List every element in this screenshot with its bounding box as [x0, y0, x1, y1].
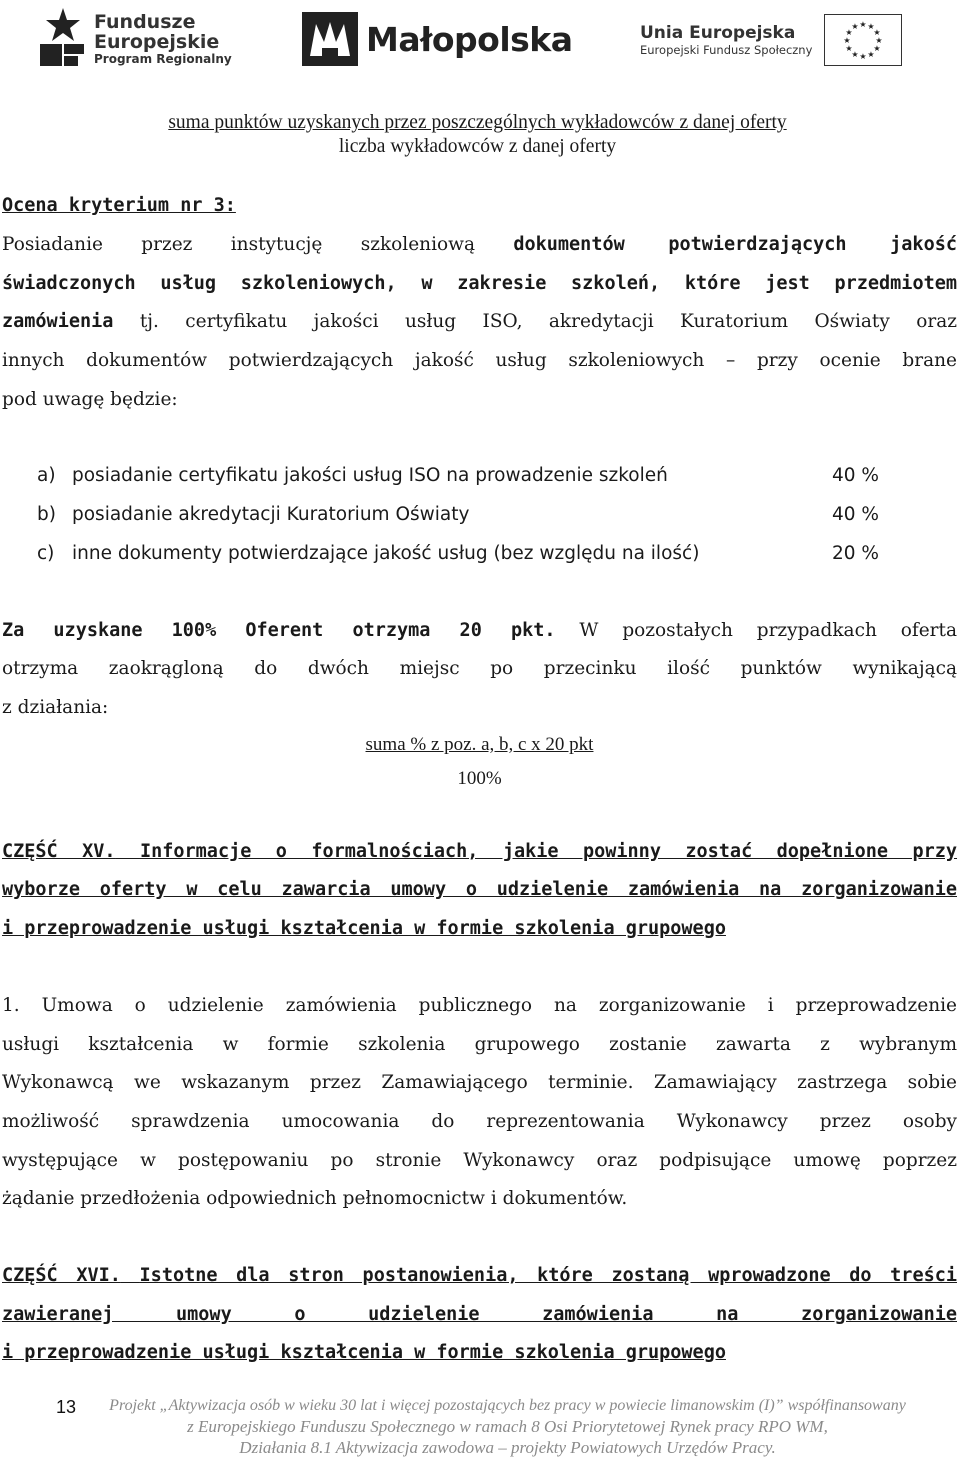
part15-title: Informacje o formalnościach, jakie powinny zostać dopełnione przy [139, 841, 958, 862]
k3-l1-bold: dokumentów potwierdzających jakość [513, 234, 957, 255]
svg-text:★: ★ [867, 22, 875, 31]
svg-text:★: ★ [873, 44, 881, 53]
scoring-line2: otrzyma zaokrągloną do dwóch miejsc po przecinku ilość punktów wynikającą [2, 658, 957, 679]
eu-flag-icon [824, 14, 902, 66]
item-b-pct: 40 % [832, 504, 879, 525]
para1-line2: usługi kształcenia w formie szkolenia grupowego zostanie zawarta z wybranym [2, 1034, 957, 1055]
part16-line3: i przeprowadzenie usługi kształcenia w formie szkolenia grupowego [2, 1342, 726, 1363]
unia-europejska-logo [640, 14, 902, 66]
fe-line2: Europejskie [94, 30, 220, 53]
formula1-denominator: liczba wykładowców z danej oferty [338, 136, 617, 157]
ue-line2: Europejski Fundusz Społeczny [640, 43, 813, 57]
malopolska-logo [302, 12, 573, 66]
footer-line3: Działania 8.1 Aktywizacja zawodowa – projekty Powiatowych Urzędów Pracy. [239, 1438, 776, 1457]
fe-line3: Program Regionalny [94, 51, 232, 66]
malopolska-emblem-icon [302, 12, 358, 66]
k3-l3-text: tj. certyfikatu jakości usług ISO, akredytacji Kuratorium Oświaty oraz [139, 311, 957, 332]
footer-line2: z Europejskiego Funduszu Społecznego w ramach 8 Osi Priorytetowej Rynek pracy RPO WM, [187, 1417, 828, 1436]
svg-text:★: ★ [859, 52, 867, 61]
kryterium3-line2: świadczonych usług szkoleniowych, w zakresie szkoleń, które jest przedmiotem [2, 273, 957, 294]
para1-line6: żądanie przedłożenia odpowiednich pełnomocnictw i dokumentów. [2, 1188, 628, 1209]
part16-title: Istotne dla stron postanowienia, które zostaną wprowadzone do treści [139, 1265, 957, 1286]
part15-label: CZĘŚĆ XV. [2, 841, 116, 862]
svg-text:★: ★ [843, 36, 851, 45]
formula2-numerator: suma % z poz. a, b, c x 20 pkt [365, 734, 594, 755]
kryterium3-line1 [2, 233, 957, 257]
svg-text:★: ★ [867, 50, 875, 59]
k3-l3-bold: zamówienia [2, 311, 114, 332]
fundusze-europejskie-logo [40, 6, 232, 72]
scoring-rest: W pozostałych przypadkach oferta [579, 620, 957, 641]
item-a-pct: 40 % [832, 465, 879, 486]
footer-line1: Projekt „Aktywizacja osób w wieku 30 lat i więcej pozostających bez pracy w powiecie limanowskim (I)” współfinansowany [109, 1397, 906, 1414]
formula1-numerator: suma punktów uzyskanych przez poszczególnych wykładowców z danej oferty [168, 112, 787, 133]
item-c-pct: 20 % [832, 543, 879, 564]
header-logos [0, 0, 960, 80]
svg-text:★: ★ [859, 20, 867, 29]
scoring-line3: z działania: [2, 697, 109, 718]
scoring-line1 [2, 619, 957, 643]
part16-label: CZĘŚĆ XVI. [2, 1265, 121, 1286]
para1-line5: występujące w postępowaniu po stronie Wykonawcy oraz podpisujące umowę poprzez [2, 1150, 957, 1171]
scoring-bold: Za uzyskane 100% Oferent otrzyma 20 pkt. [2, 620, 556, 641]
svg-text:★: ★ [845, 28, 853, 37]
item-c-text: inne dokumenty potwierdzające jakość usług (bez względu na ilość) [72, 543, 700, 564]
svg-text:★: ★ [845, 44, 853, 53]
kryterium3-line3 [2, 310, 957, 334]
para1-line4: możliwość sprawdzenia umocowania do reprezentowania Wykonawcy przez osoby [2, 1111, 957, 1132]
malopolska-text: Małopolska [366, 19, 573, 59]
svg-text:★: ★ [851, 50, 859, 59]
fe-star-icon [40, 6, 86, 72]
part15-line1 [2, 840, 957, 864]
svg-text:★: ★ [851, 22, 859, 31]
para1-line3: Wykonawcą we wskazanym przez Zamawiającego terminie. Zamawiający zastrzega sobie [2, 1072, 957, 1093]
page-number: 13 [56, 1397, 77, 1417]
part15-line2: wyborze oferty w celu zawarcia umowy o udzielenie zamówienia na zorganizowanie [2, 879, 957, 900]
svg-text:★: ★ [873, 28, 881, 37]
kryterium3-heading: Ocena kryterium nr 3: [2, 195, 236, 216]
item-a-text: posiadanie certyfikatu jakości usług ISO na prowadzenie szkoleń [72, 465, 668, 486]
k3-l1-text: Posiadanie przez instytucję szkoleniową [2, 234, 475, 255]
item-b-letter: b) [37, 504, 56, 525]
para1-line1: 1. Umowa o udzielenie zamówienia publicznego na zorganizowanie i przeprowadzenie [2, 995, 957, 1016]
kryterium3-line4: innych dokumentów potwierdzających jakość usług szkoleniowych – przy ocenie brane [2, 350, 957, 371]
part16-line1 [2, 1264, 957, 1288]
ue-line1: Unia Europejska [640, 23, 796, 43]
item-c-letter: c) [37, 543, 55, 564]
kryterium3-line5: pod uwagę będzie: [2, 389, 178, 410]
part15-line3: i przeprowadzenie usługi kształcenia w formie szkolenia grupowego [2, 918, 726, 939]
svg-text:★: ★ [875, 36, 883, 45]
fe-line1: Fundusze [94, 10, 196, 33]
item-a-letter: a) [37, 465, 56, 486]
formula2-denominator: 100% [457, 768, 502, 789]
item-b-text: posiadanie akredytacji Kuratorium Oświaty [72, 504, 470, 525]
part16-line2: zawieranej umowy o udzielenie zamówienia na zorganizowanie [2, 1304, 957, 1325]
footer [60, 1395, 955, 1458]
